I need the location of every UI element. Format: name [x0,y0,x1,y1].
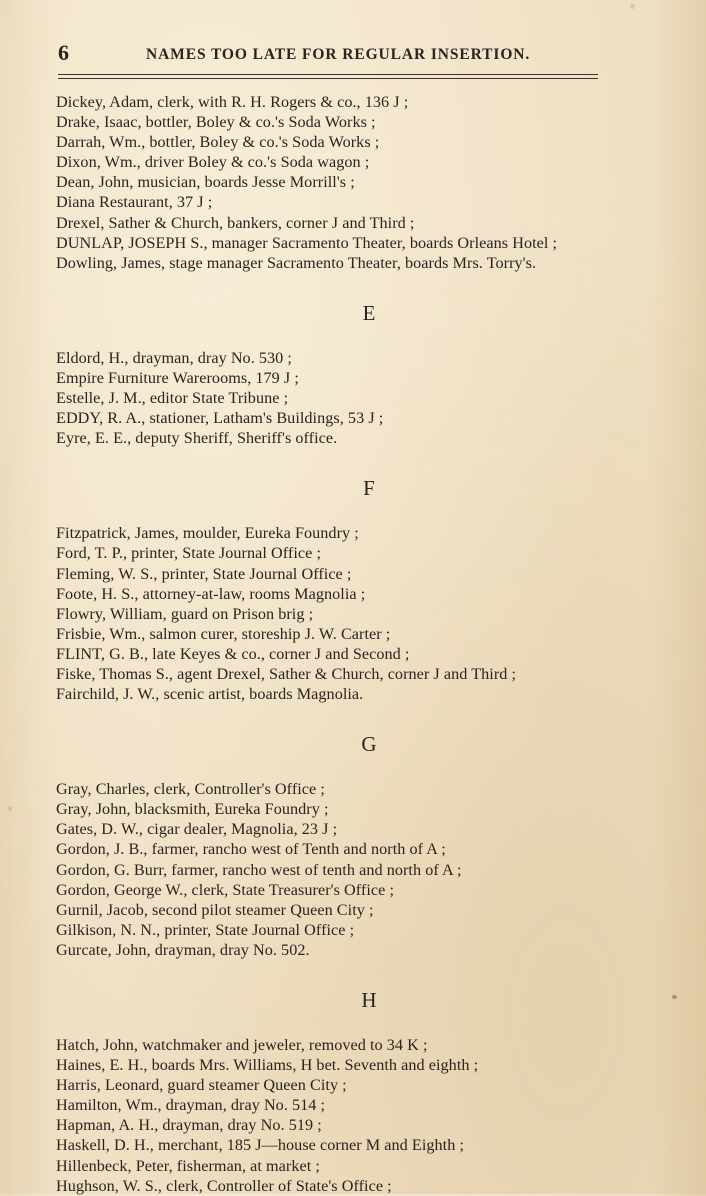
list-item: Darrah, Wm., bottler, Boley & co.'s Soda Works ; [56,133,380,152]
list-item: FLINT, G. B., late Keyes & co., corner J and Second ; [56,644,410,663]
list-item: Dickey, Adam, clerk, with R. H. Rogers & co., 136 J ; [56,93,409,111]
section-e [56,348,686,448]
page-header [56,40,656,70]
list-item: Flowry, William, guard on Prison brig ; [56,604,314,623]
list-item: Hapman, A. H., drayman, dray No. 519 ; [56,1116,322,1135]
list-item: Hamilton, Wm., drayman, dray No. 514 ; [56,1096,326,1115]
list-item: Estelle, J. M., editor State Tribune ; [56,389,289,408]
section-heading-e: E [362,300,376,325]
list-item: Haines, E. H., boards Mrs. Williams, H bet. Seventh and eighth ; [56,1056,479,1075]
section-heading-g: G [361,732,377,757]
section-h [56,1035,686,1196]
list-item: EDDY, R. A., stationer, Latham's Buildings, 53 J ; [56,409,384,428]
list-item: Gurnil, Jacob, second pilot steamer Queen City ; [56,900,374,919]
list-item: DUNLAP, JOSEPH S., manager Sacramento Theater, boards Orleans Hotel ; [56,233,558,252]
list-item: Hillenbeck, Peter, fisherman, at market ; [56,1156,320,1175]
list-item: Frisbie, Wm., salmon curer, storeship J. W. Carter ; [56,624,391,643]
list-item: Drexel, Sather & Church, bankers, corner J and Third ; [56,213,415,232]
list-item: Hatch, John, watchmaker and jeweler, removed to 34 K ; [56,1036,428,1054]
list-item: Fiske, Thomas S., agent Drexel, Sather & Church, corner J and Third ; [56,664,517,683]
list-item: Gordon, George W., clerk, State Treasurer's Office ; [56,880,395,899]
header-rule [58,78,598,79]
list-item: Eldord, H., drayman, dray No. 530 ; [56,348,292,367]
directory-listing [56,92,686,1196]
paper-spot [630,4,635,9]
list-item: Gordon, J. B., farmer, rancho west of Tenth and north of A ; [56,840,446,859]
page-number: 6 [58,40,69,65]
list-item: Dowling, James, stage manager Sacramento Theater, boards Mrs. Torry's. [56,253,537,272]
header-rule [58,74,598,75]
running-title: NAMES TOO LATE FOR REGULAR INSERTION. [146,46,531,63]
list-item: Gilkison, N. N., printer, State Journal Office ; [56,920,355,939]
list-item: Gordon, G. Burr, farmer, rancho west of tenth and north of A ; [56,860,462,879]
list-item: Hughson, W. S., clerk, Controller of State's Office ; [56,1176,392,1195]
list-item: Drake, Isaac, bottler, Boley & co.'s Soda Works ; [56,113,376,132]
list-item: Haskell, D. H., merchant, 185 J—house corner M and Eighth ; [56,1136,465,1155]
section-f [56,523,686,704]
section-heading-h: H [361,988,377,1012]
list-item: Harris, Leonard, guard steamer Queen City ; [56,1076,347,1095]
section-heading-f: F [363,476,375,501]
section-g [56,779,686,960]
list-item: Fleming, W. S., printer, State Journal Office ; [56,564,352,583]
list-item: Gurcate, John, drayman, dray No. 502. [56,940,310,959]
list-item: Dixon, Wm., driver Boley & co.'s Soda wagon ; [56,153,370,172]
section-d [56,92,686,273]
list-item: Fairchild, J. W., scenic artist, boards Magnolia. [56,685,364,704]
list-item: Ford, T. P., printer, State Journal Office ; [56,544,322,563]
list-item: Gray, John, blacksmith, Eureka Foundry ; [56,800,329,819]
list-item: Fitzpatrick, James, moulder, Eureka Foundry ; [56,524,359,543]
list-item: Foote, H. S., attorney-at-law, rooms Magnolia ; [56,584,366,603]
list-item: Gray, Charles, clerk, Controller's Office ; [56,780,325,799]
list-item: Diana Restaurant, 37 J ; [56,193,213,212]
paper-spot [8,806,12,811]
list-item: Dean, John, musician, boards Jesse Morrill's ; [56,173,355,192]
list-item: Eyre, E. E., deputy Sheriff, Sheriff's office. [56,429,338,448]
list-item: Gates, D. W., cigar dealer, Magnolia, 23 J ; [56,820,338,839]
list-item: Empire Furniture Warerooms, 179 J ; [56,368,299,387]
